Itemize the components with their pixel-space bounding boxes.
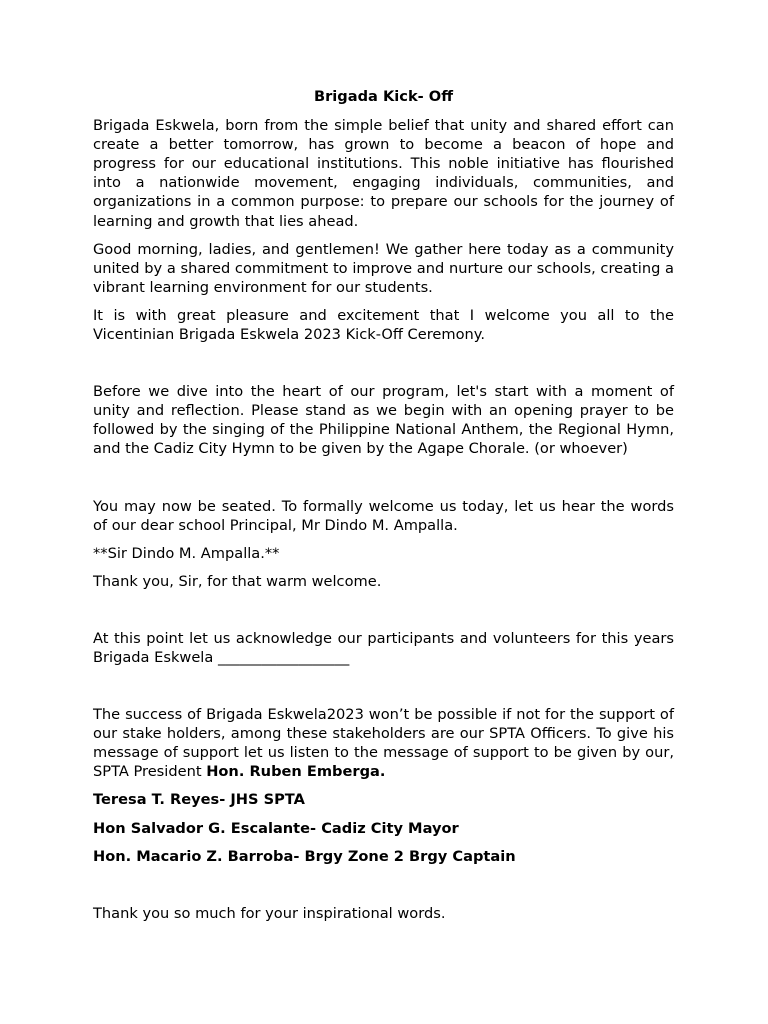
spta-president-name: Hon. Ruben Emberga. (206, 763, 386, 781)
paragraph-thanks-sir: Thank you, Sir, for that warm welcome. (93, 572, 382, 590)
paragraph-closing: Thank you so much for your inspirational words. (93, 904, 446, 922)
paragraph-principal: **Sir Dindo M. Ampalla.** (93, 544, 280, 562)
paragraph-seated: You may now be seated. To formally welcome us today, let us hear the words of our dear school Principal, Mr Dindo M. Ampalla. (93, 497, 674, 534)
spacer (93, 676, 674, 705)
document-title: Brigada Kick- Off (313, 88, 454, 105)
spacer (93, 600, 674, 629)
paragraph-intro: Brigada Eskwela, born from the simple belief that unity and shared effort can create a better tomorrow, has grown to become a beacon of hope and progress for our educational institutions. This noble initiative has flourished into a nationwide movement, engaging individuals, communities, and organizations in a common purpose: to prepare our schools for the journey of learning and growth that lies ahead. (93, 117, 674, 230)
paragraph-welcome: It is with great pleasure and excitement that I welcome you all to the Vicentinian Brigada Eskwela 2023 Kick-Off Ceremony. (93, 306, 674, 344)
spacer (93, 468, 674, 497)
speaker-line: Hon. Macario Z. Barroba- Brgy Zone 2 Brgy Captain (93, 847, 516, 865)
spacer (93, 875, 674, 904)
document-page (93, 87, 674, 932)
success-text: The success of Brigada Eskwela2023 won’t be possible if not for the support of our stake holders, among these stakeholders are our SPTA Officers. To give his message of support let us listen to the message of support to be given by our, SPTA President (93, 706, 674, 781)
paragraph-success (93, 705, 674, 781)
paragraph-greeting: Good morning, ladies, and gentlemen! We gather here today as a community united by a shared commitment to improve and nurture our schools, creating a vibrant learning environment for our students. (93, 240, 674, 296)
paragraph-acknowledge: At this point let us acknowledge our participants and volunteers for this years Brigada Eskwela __________________ (93, 629, 674, 666)
spacer (93, 353, 674, 382)
speaker-line: Hon Salvador G. Escalante- Cadiz City Mayor (93, 819, 459, 837)
paragraph-prayer: Before we dive into the heart of our program, let's start with a moment of unity and reflection. Please stand as we begin with an opening prayer to be followed by the singing of the Philippine National Anthem, the Regional Hymn, and the Cadiz City Hymn to be given by the Agape Chorale. (or whoever) (93, 383, 674, 458)
speaker-line: Teresa T. Reyes- JHS SPTA (93, 791, 305, 809)
